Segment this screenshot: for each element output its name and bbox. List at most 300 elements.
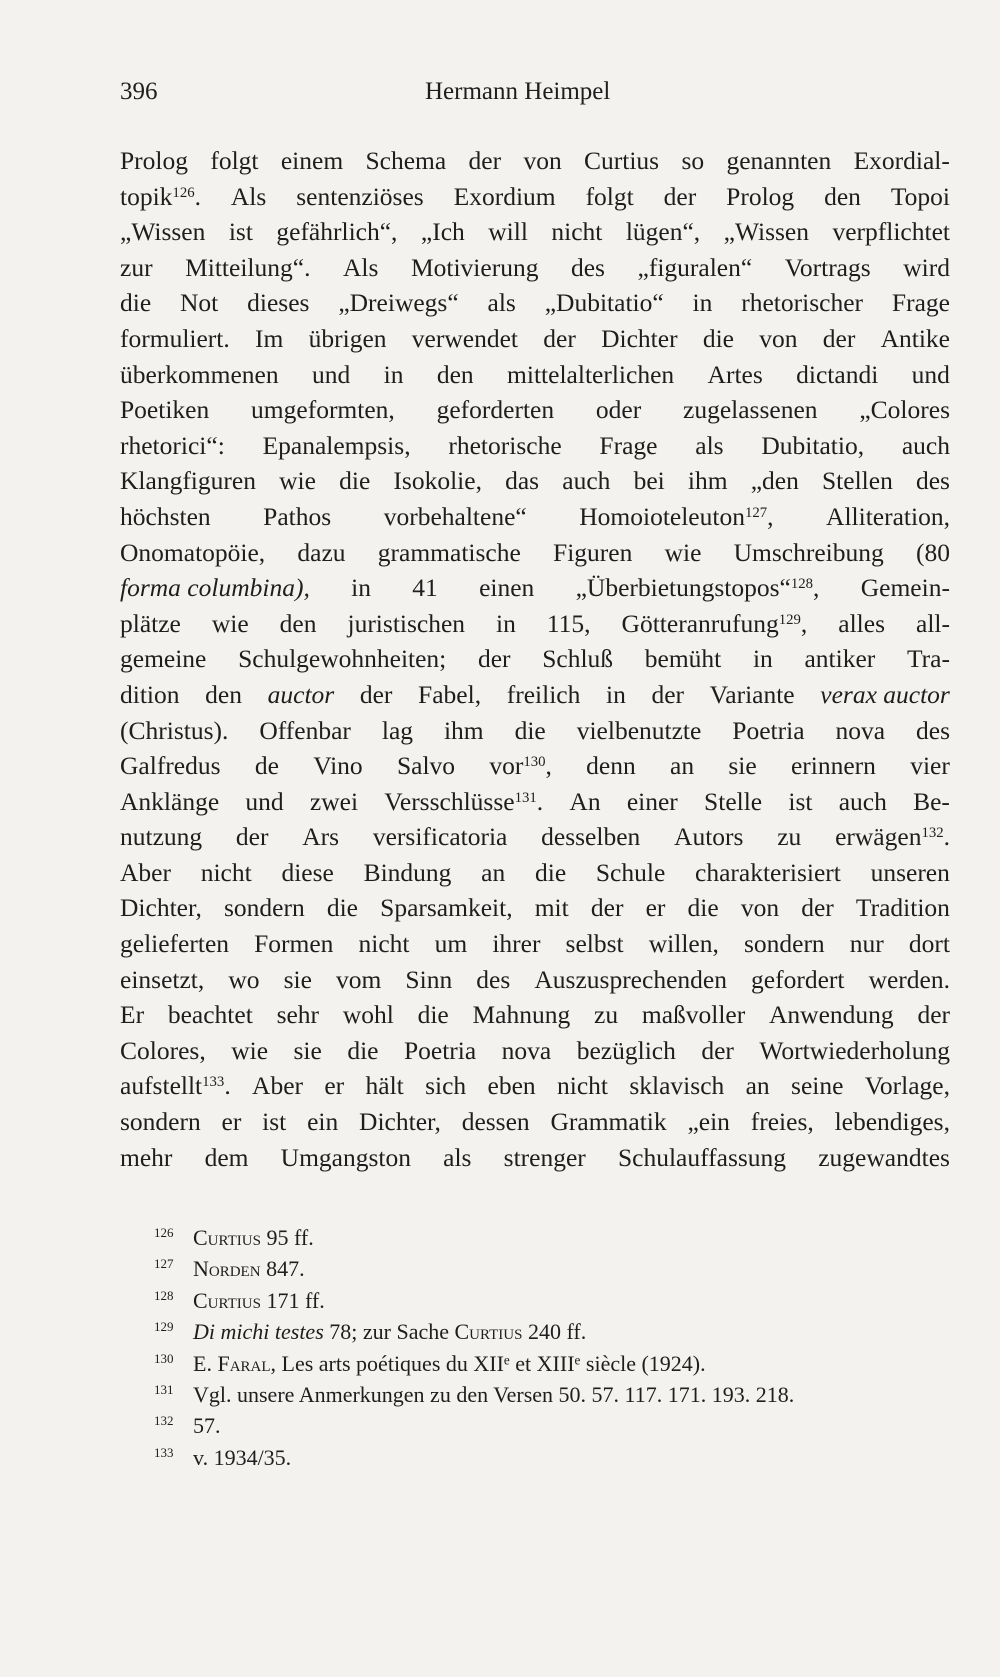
- word: zu: [594, 1000, 619, 1030]
- word: Dichter,: [120, 893, 202, 923]
- word: Schulauffassung: [617, 1142, 787, 1172]
- word: Offenbar: [259, 715, 351, 745]
- word: Not: [180, 288, 219, 318]
- footnote-number: 130: [154, 1350, 174, 1366]
- word: der: [468, 146, 502, 175]
- word: die: [347, 1035, 379, 1065]
- word: „den: [750, 466, 799, 496]
- word: forma columbina),: [120, 573, 310, 603]
- text-line: [120, 499, 950, 535]
- word: der: [801, 893, 834, 923]
- word: umgeformten,: [251, 395, 395, 425]
- word: seine: [791, 1071, 844, 1101]
- word: Wortwiederholung: [759, 1035, 950, 1065]
- word: Klangfiguren: [120, 466, 256, 496]
- word: dieses: [247, 288, 310, 318]
- word: zur: [120, 252, 153, 282]
- text-line: [120, 819, 950, 855]
- word: Stellen: [822, 466, 893, 496]
- word: Prolog: [726, 181, 795, 211]
- word: hält: [365, 1071, 404, 1101]
- text-line: [120, 214, 950, 250]
- word: von: [759, 323, 798, 353]
- word: alles: [838, 608, 886, 638]
- word: Colores,: [120, 1035, 206, 1065]
- word: um: [434, 929, 468, 959]
- word: zu: [777, 822, 802, 852]
- word: gelieferten: [120, 929, 230, 959]
- word: in: [752, 644, 773, 674]
- word: Dichter,: [359, 1107, 441, 1137]
- word: charakterisiert: [695, 857, 841, 887]
- word: die: [514, 715, 546, 745]
- text-line: [120, 606, 950, 642]
- word: werden.: [868, 964, 950, 994]
- word: Er: [120, 1000, 145, 1030]
- word: einsetzt,: [120, 964, 205, 994]
- text-line: [120, 1104, 950, 1140]
- footnote: [120, 1348, 950, 1379]
- word: desselben: [541, 822, 641, 852]
- word: Stelle: [704, 786, 763, 816]
- word: „Colores: [859, 395, 950, 425]
- word: wie: [279, 466, 316, 496]
- word: auch: [562, 466, 611, 496]
- word: Topoi: [890, 181, 950, 211]
- word: „Ich: [420, 217, 465, 247]
- word: des: [570, 252, 605, 282]
- text-line: [120, 321, 950, 357]
- word: Auszusprechenden: [534, 964, 727, 994]
- word: Fabel,: [418, 679, 482, 709]
- word: dort: [908, 929, 950, 959]
- word: folgt: [585, 181, 634, 211]
- word: eben: [487, 1071, 536, 1101]
- word: Gemein-: [860, 573, 950, 603]
- word: genannten: [726, 146, 832, 175]
- word: de: [254, 751, 279, 781]
- text-line: [120, 428, 950, 464]
- text-line: [120, 713, 950, 749]
- word: Curtius: [584, 146, 660, 175]
- word: den: [279, 608, 317, 638]
- word: Grammatik: [550, 1107, 667, 1137]
- word: als: [443, 1142, 472, 1172]
- footnote-text: 57.: [193, 1413, 221, 1439]
- word: Variante: [709, 679, 795, 709]
- word: den: [824, 181, 861, 211]
- word: verwendet: [411, 323, 518, 353]
- word: formuliert.: [120, 323, 230, 353]
- word: 41: [412, 573, 438, 603]
- word: freilich: [506, 679, 581, 709]
- word: gefährlich“,: [276, 217, 398, 247]
- word: Frage: [599, 430, 658, 460]
- word: auch: [901, 430, 950, 460]
- word: Artes: [707, 359, 763, 389]
- text-line: [120, 855, 950, 891]
- footnote: [120, 1285, 950, 1316]
- word: An: [569, 786, 601, 816]
- word: nicht: [200, 857, 252, 887]
- word: Umgangston: [280, 1142, 411, 1172]
- word: übrigen: [308, 323, 387, 353]
- word: Dichter: [601, 323, 678, 353]
- text-line: [120, 179, 950, 215]
- word: in: [692, 288, 713, 318]
- word: von: [523, 146, 562, 175]
- word: einem: [280, 146, 344, 175]
- word: an: [481, 857, 506, 887]
- word: er: [221, 1107, 242, 1137]
- word: Götteranrufung$^{129}$,: [621, 608, 808, 638]
- footnote: [120, 1379, 950, 1410]
- word: wie: [211, 608, 249, 638]
- word: Als: [342, 252, 379, 282]
- word: mit: [534, 893, 569, 923]
- word: sondern: [743, 929, 825, 959]
- word: bezüglich: [576, 1035, 676, 1065]
- word: Epanalempsis,: [262, 430, 411, 460]
- word: maßvoller: [641, 1000, 746, 1030]
- word: Schluß: [542, 644, 614, 674]
- footnote: [120, 1316, 950, 1347]
- word: (80: [915, 537, 950, 567]
- word: nur: [849, 929, 884, 959]
- word: sentenziöses: [296, 181, 424, 211]
- word: sie: [283, 964, 312, 994]
- text-line: [120, 143, 950, 179]
- word: sehr: [276, 1000, 320, 1030]
- word: an: [670, 751, 695, 781]
- word: mehr: [120, 1142, 173, 1172]
- text-line: [120, 463, 950, 499]
- word: Bindung: [363, 857, 452, 887]
- word: Schule: [595, 857, 666, 887]
- footnote-number: 129: [154, 1319, 174, 1335]
- text-line: [120, 1033, 950, 1069]
- word: Aber: [252, 1071, 304, 1101]
- word: Autors: [674, 822, 744, 852]
- word: ihrer: [492, 929, 541, 959]
- word: nova: [501, 1035, 552, 1065]
- word: und: [312, 359, 351, 389]
- word: „Dubitatio“: [544, 288, 664, 318]
- word: nicht: [551, 217, 603, 247]
- word: Sparsamkeit,: [380, 893, 513, 923]
- text-line: [120, 926, 950, 962]
- word: der: [477, 644, 511, 674]
- word: unseren: [870, 857, 950, 887]
- word: mittelalterlichen: [507, 359, 675, 389]
- word: höchsten: [120, 501, 211, 531]
- word: Mahnung: [472, 1000, 571, 1030]
- word: Prolog: [120, 146, 189, 175]
- word: grammatische: [377, 537, 521, 567]
- word: dition: [120, 679, 180, 709]
- word: freies,: [750, 1107, 814, 1137]
- word: ist: [788, 786, 813, 816]
- word: „figuralen“: [637, 252, 753, 282]
- word: geforderten: [436, 395, 555, 425]
- word: nicht: [358, 929, 410, 959]
- word: der: [543, 323, 576, 353]
- word: selbst: [565, 929, 624, 959]
- word: den: [436, 359, 474, 389]
- word: Schulgewohnheiten;: [238, 644, 447, 674]
- word: in: [605, 679, 626, 709]
- word: Vortrags: [784, 252, 871, 282]
- word: in: [351, 573, 371, 603]
- word: „Überbietungstopos“$^{128}$,: [575, 573, 820, 603]
- text-line: [120, 1140, 950, 1176]
- word: „Wissen: [120, 217, 206, 247]
- word: ein: [307, 1107, 339, 1137]
- word: der: [590, 893, 624, 923]
- word: des: [476, 964, 511, 994]
- word: Poetiken: [120, 395, 210, 425]
- word: vielbenutzte: [576, 715, 702, 745]
- word: 115,: [546, 608, 591, 638]
- word: „Dreiwegs“: [338, 288, 459, 318]
- footnote-text: Vgl. unsere Anmerkungen zu den Versen 50. 57. 117. 171. 193. 218.: [193, 1381, 795, 1407]
- word: Vino: [313, 751, 363, 781]
- word: Frage: [891, 288, 950, 318]
- word: zwei: [309, 786, 359, 816]
- word: (Christus).: [120, 715, 229, 745]
- running-head: Hermann Heimpel: [425, 78, 611, 105]
- word: vor$^{130}$,: [489, 751, 552, 781]
- word: die: [702, 323, 734, 353]
- word: sklavisch: [629, 1071, 725, 1101]
- word: Exordium: [453, 181, 556, 211]
- footnote-text: E. Faral, Les arts poétiques du XIIe et XIIIe siècle (1924).: [193, 1350, 706, 1376]
- text-line: [120, 570, 950, 606]
- word: folgt: [210, 146, 259, 175]
- word: „Wissen: [723, 217, 809, 247]
- footnote-text: Di michi testes 78; zur Sache Curtius 240 ff.: [193, 1319, 587, 1345]
- word: erinnern: [790, 751, 876, 781]
- word: vom: [336, 964, 382, 994]
- word: und: [911, 359, 950, 389]
- footnote-text: Curtius 95 ff.: [193, 1225, 314, 1250]
- word: das: [505, 466, 540, 496]
- word: so: [681, 146, 705, 175]
- word: Umschreibung: [733, 537, 884, 567]
- word: gefordert: [751, 964, 845, 994]
- text-line: [120, 784, 950, 820]
- word: Mitteilung“.: [185, 252, 311, 282]
- word: Onomatopöie,: [120, 537, 266, 567]
- word: den: [205, 679, 242, 709]
- text-line: [120, 997, 950, 1033]
- word: die: [417, 1000, 449, 1030]
- word: an: [745, 1071, 770, 1101]
- word: antiker: [804, 644, 876, 674]
- word: dazu: [297, 537, 346, 567]
- word: Be-: [913, 786, 950, 816]
- word: er: [645, 893, 666, 923]
- text-line: [120, 1068, 950, 1104]
- word: all-: [916, 608, 950, 638]
- word: Ars: [302, 822, 340, 852]
- word: Als: [230, 181, 267, 211]
- word: will: [488, 217, 528, 247]
- footnote-text: Curtius 171 ff.: [193, 1287, 325, 1313]
- word: zugewandtes: [818, 1142, 950, 1172]
- word: Poetria: [732, 715, 805, 745]
- word: und: [245, 786, 284, 816]
- word: des: [916, 715, 950, 745]
- word: gemeine: [120, 644, 207, 674]
- word: auch: [838, 786, 887, 816]
- footnote-number: 128: [154, 1287, 174, 1303]
- word: einer: [626, 786, 678, 816]
- word: einen: [479, 573, 535, 603]
- footnote-text: v. 1934/35.: [193, 1444, 292, 1470]
- word: topik$^{126}$.: [120, 181, 201, 211]
- footnote-text: Norden 847.: [193, 1256, 305, 1282]
- text-line: [120, 250, 950, 286]
- word: Motivierung: [410, 252, 539, 282]
- word: Tra-: [906, 644, 950, 674]
- word: bemüht: [644, 644, 722, 674]
- page-number: 396: [120, 78, 158, 105]
- word: der: [917, 1000, 950, 1030]
- word: diese: [281, 857, 334, 887]
- word: Im: [255, 323, 284, 353]
- word: vier: [910, 751, 950, 781]
- word: wohl: [342, 1000, 394, 1030]
- word: verpflichtet: [832, 217, 950, 247]
- word: rhetorici“:: [120, 430, 225, 460]
- word: ihm: [443, 715, 484, 745]
- text-line: [120, 392, 950, 428]
- word: Dubitatio,: [761, 430, 865, 460]
- text-line: [120, 535, 950, 571]
- word: oder: [595, 395, 642, 425]
- footnotes: [120, 1222, 950, 1473]
- word: in: [496, 608, 516, 638]
- word: in: [383, 359, 404, 389]
- word: der: [822, 323, 856, 353]
- word: sie: [728, 751, 757, 781]
- word: der: [359, 679, 393, 709]
- word: wie: [664, 537, 702, 567]
- word: Isokolie,: [393, 466, 482, 496]
- word: versificatoria: [372, 822, 508, 852]
- word: die: [326, 893, 358, 923]
- footnote: [120, 1222, 950, 1253]
- text-line: [120, 890, 950, 926]
- word: erwägen$^{132}$.: [835, 822, 950, 852]
- word: beachtet: [167, 1000, 253, 1030]
- word: aufstellt$^{133}$.: [120, 1071, 231, 1101]
- word: der: [235, 822, 269, 852]
- footnote-number: 126: [154, 1225, 174, 1240]
- word: Antike: [880, 323, 950, 353]
- word: die: [687, 893, 719, 923]
- word: denn: [586, 751, 636, 781]
- word: Poetria: [403, 1035, 477, 1065]
- word: der: [663, 181, 697, 211]
- word: wo: [228, 964, 260, 994]
- word: sie: [293, 1035, 322, 1065]
- word: die: [534, 857, 567, 887]
- word: Exordial-: [853, 146, 950, 175]
- word: sondern: [223, 893, 305, 923]
- text-line: [120, 962, 950, 998]
- word: er: [324, 1071, 345, 1101]
- word: des: [915, 466, 950, 496]
- word: nutzung: [120, 822, 203, 852]
- word: Formen: [254, 929, 334, 959]
- word: juristischen: [347, 608, 466, 638]
- word: verax auctor: [820, 679, 950, 709]
- word: auctor: [267, 679, 335, 709]
- word: sich: [425, 1071, 467, 1101]
- word: nicht: [557, 1071, 609, 1101]
- word: dessen: [461, 1107, 530, 1137]
- word: überkommenen: [120, 359, 279, 389]
- word: die: [120, 288, 152, 318]
- word: wird: [903, 252, 950, 282]
- word: lag: [381, 715, 414, 745]
- word: der: [651, 679, 685, 709]
- word: die: [339, 466, 371, 496]
- word: lügen“,: [625, 217, 701, 247]
- word: der: [701, 1035, 734, 1065]
- body-text: [120, 143, 950, 1175]
- word: Figuren: [553, 537, 633, 567]
- word: dictandi: [796, 359, 879, 389]
- word: Anwendung: [769, 1000, 894, 1030]
- word: rhetorischer: [741, 288, 864, 318]
- footnote-number: 132: [154, 1413, 174, 1429]
- word: Aber: [120, 857, 171, 887]
- footnote: [120, 1442, 950, 1473]
- word: Galfredus: [120, 751, 221, 781]
- word: sondern: [120, 1107, 201, 1137]
- word: als: [487, 288, 516, 318]
- word: bei: [633, 466, 665, 496]
- word: Anklänge: [120, 786, 220, 816]
- word: Alliteration,: [826, 501, 950, 531]
- word: „ein: [687, 1107, 730, 1137]
- footnote: [120, 1253, 950, 1284]
- word: willen,: [648, 929, 719, 959]
- page-header: [120, 78, 950, 118]
- word: vorbehaltene“: [383, 501, 527, 531]
- text-line: [120, 677, 950, 713]
- footnote-number: 127: [154, 1256, 174, 1272]
- word: lebendiges,: [834, 1107, 950, 1137]
- word: strenger: [503, 1142, 586, 1172]
- word: ist: [228, 217, 253, 247]
- word: nova: [835, 715, 886, 745]
- word: Sinn: [405, 964, 453, 994]
- word: ist: [262, 1107, 287, 1137]
- word: dem: [204, 1142, 249, 1172]
- footnote-number: 133: [154, 1444, 174, 1460]
- word: rhetorische: [448, 430, 562, 460]
- word: zugelassenen: [683, 395, 818, 425]
- word: Schema: [365, 146, 447, 175]
- word: von: [740, 893, 780, 923]
- word: plätze: [120, 608, 181, 638]
- text-line: [120, 285, 950, 321]
- word: Tradition: [855, 893, 950, 923]
